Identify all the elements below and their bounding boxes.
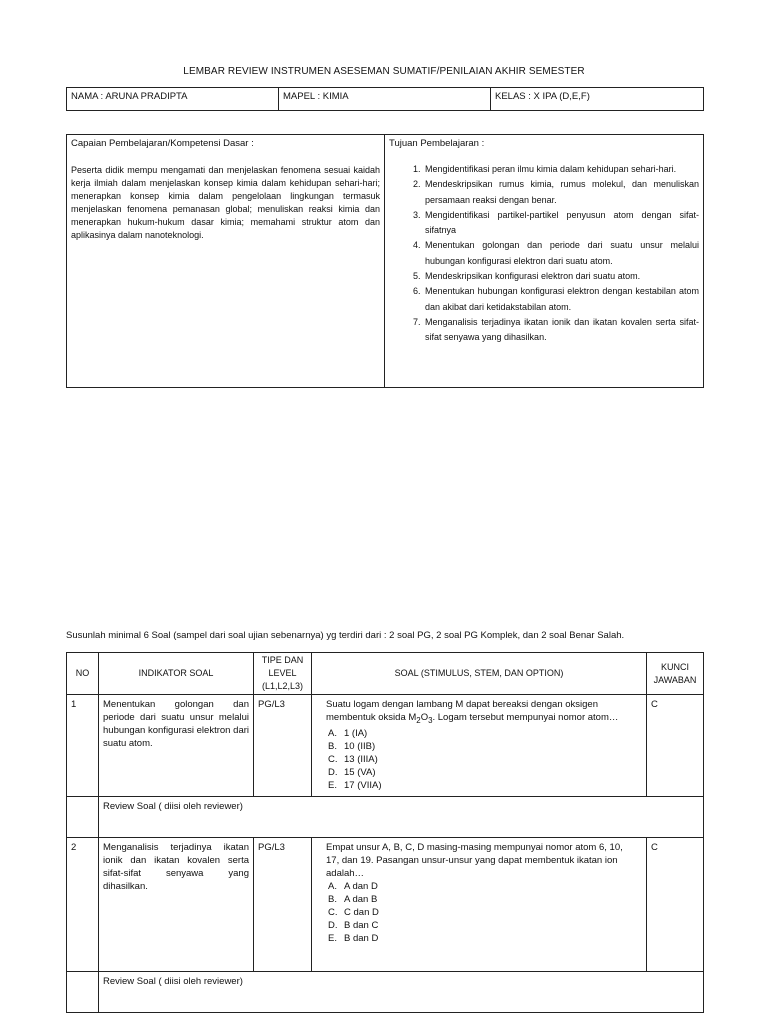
review-label[interactable]: Review Soal ( diisi oleh reviewer): [99, 972, 704, 1013]
table-row: [67, 838, 704, 972]
learning-outcomes-table: [66, 134, 704, 388]
option-item: A. 1 (IA): [328, 727, 368, 739]
tujuan-item: 6. Menentukan hubungan konfigurasi elektron dengan kestabilan atom dan akibat dari ketidakstabilan atom.: [423, 284, 699, 315]
kelas-cell: KELAS : X IPA (D,E,F): [491, 88, 704, 111]
tujuan-item: 4. Menentukan golongan dan periode dari suatu unsur melalui hubungan konfigurasi elektron dari suatu atom.: [423, 238, 699, 269]
question-type: PG/L3: [254, 695, 312, 797]
question-table: [66, 652, 704, 1013]
question-number: 1: [67, 695, 99, 797]
mapel-cell: MAPEL : KIMIA: [279, 88, 491, 111]
option-item: A. A dan D: [328, 881, 378, 892]
review-row: [67, 972, 704, 1013]
col-header-kunci: KUNCI JAWABAN: [647, 653, 704, 695]
tujuan-list: [389, 162, 699, 346]
capaian-heading: Capaian Pembelajaran/Kompetensi Dasar :: [71, 138, 254, 149]
tujuan-heading: Tujuan Pembelajaran :: [389, 138, 485, 149]
answer-key: C: [647, 695, 704, 797]
capaian-text: Peserta didik mempu mengamati dan menjelaskan fenomena sesuai kaidah kerja ilmiah dalam menjelaskan konsep kimia dalam kehidupan sehari-hari; menerapkan konsep kimia dalam pengelolaan lingkungan termasuk menjelaskan fenomena pemanasan global; menuliskan reaksi kimia dan menerapkan hukum-hukum dasar kimia; memahami struktur atom dan aplikasinya dalam nanoteknologi.: [71, 165, 380, 240]
review-row: [67, 797, 704, 838]
tujuan-item: 2. Mendeskripsikan rumus kimia, rumus molekul, dan menuliskan persamaan reaksi dengan benar.: [423, 177, 699, 208]
document-title: LEMBAR REVIEW INSTRUMEN ASESEMAN SUMATIF/PENILAIAN AKHIR SEMESTER: [183, 66, 585, 77]
question-body: [312, 695, 647, 797]
col-header-tipe: TIPE DAN LEVEL (L1,L2,L3): [254, 653, 312, 695]
question-type: PG/L3: [254, 838, 312, 972]
col-header-no: NO: [67, 653, 99, 695]
option-item: B. 10 (IIB): [328, 740, 376, 752]
question-indicator: Menganalisis terjadinya ikatan ionik dan ikatan kovalen serta sifat-sifat senyawa yang dihasilkan.: [99, 838, 254, 972]
option-item: C. 13 (IIIA): [328, 753, 378, 765]
question-stem: Suatu logam dengan lambang M dapat bereaksi dengan oksigen membentuk oksida $M_2O_3$. Logam tersebut mempunyai nomor atom…: [326, 699, 619, 725]
col-header-soal: SOAL (STIMULUS, STEM, DAN OPTION): [312, 653, 647, 695]
table-row: [67, 695, 704, 797]
nama-cell: NAMA : ARUNA PRADIPTA: [67, 88, 279, 111]
question-number: 2: [67, 838, 99, 972]
tujuan-cell: [385, 135, 704, 388]
col-header-indikator: INDIKATOR SOAL: [99, 653, 254, 695]
question-stem: Empat unsur A, B, C, D masing-masing mempunyai nomor atom 6, 10, 17, dan 19. Pasangan unsur-unsur yang dapat membentuk ikatan ion adalah…: [326, 842, 623, 879]
option-item: C. C dan D: [328, 907, 379, 918]
instruction-text: Susunlah minimal 6 Soal (sampel dari soal ujian sebenarnya) yg terdiri dari : 2 soal PG, 2 soal PG Komplek, dan 2 soal Benar Salah.: [66, 630, 625, 641]
option-item: D. B dan C: [328, 920, 379, 931]
question-body: [312, 838, 647, 972]
option-item: D. 15 (VA): [328, 766, 376, 778]
option-item: B. A dan B: [328, 894, 378, 905]
identity-table: [66, 87, 704, 111]
answer-key: C: [647, 838, 704, 972]
option-list: [326, 727, 636, 792]
tujuan-item: 3. Mengidentifikasi partikel-partikel penyusun atom dengan sifat-sifatnya: [423, 208, 699, 239]
question-indicator: Menentukan golongan dan periode dari suatu unsur melalui hubungan konfigurasi elektron dari suatu atom.: [99, 695, 254, 797]
capaian-cell: [67, 135, 385, 388]
review-label[interactable]: Review Soal ( diisi oleh reviewer): [99, 797, 704, 838]
tujuan-item: 1. Mengidentifikasi peran ilmu kimia dalam kehidupan sehari-hari.: [423, 162, 699, 177]
option-list: [326, 880, 636, 945]
tujuan-item: 7. Menganalisis terjadinya ikatan ionik dan ikatan kovalen serta sifat-sifat senyawa yang dihasilkan.: [423, 315, 699, 346]
option-item: E. B dan D: [328, 933, 379, 944]
tujuan-item: 5. Mendeskripsikan konfigurasi elektron dari suatu atom.: [423, 269, 699, 284]
option-item: E. 17 (VIIA): [328, 779, 382, 791]
